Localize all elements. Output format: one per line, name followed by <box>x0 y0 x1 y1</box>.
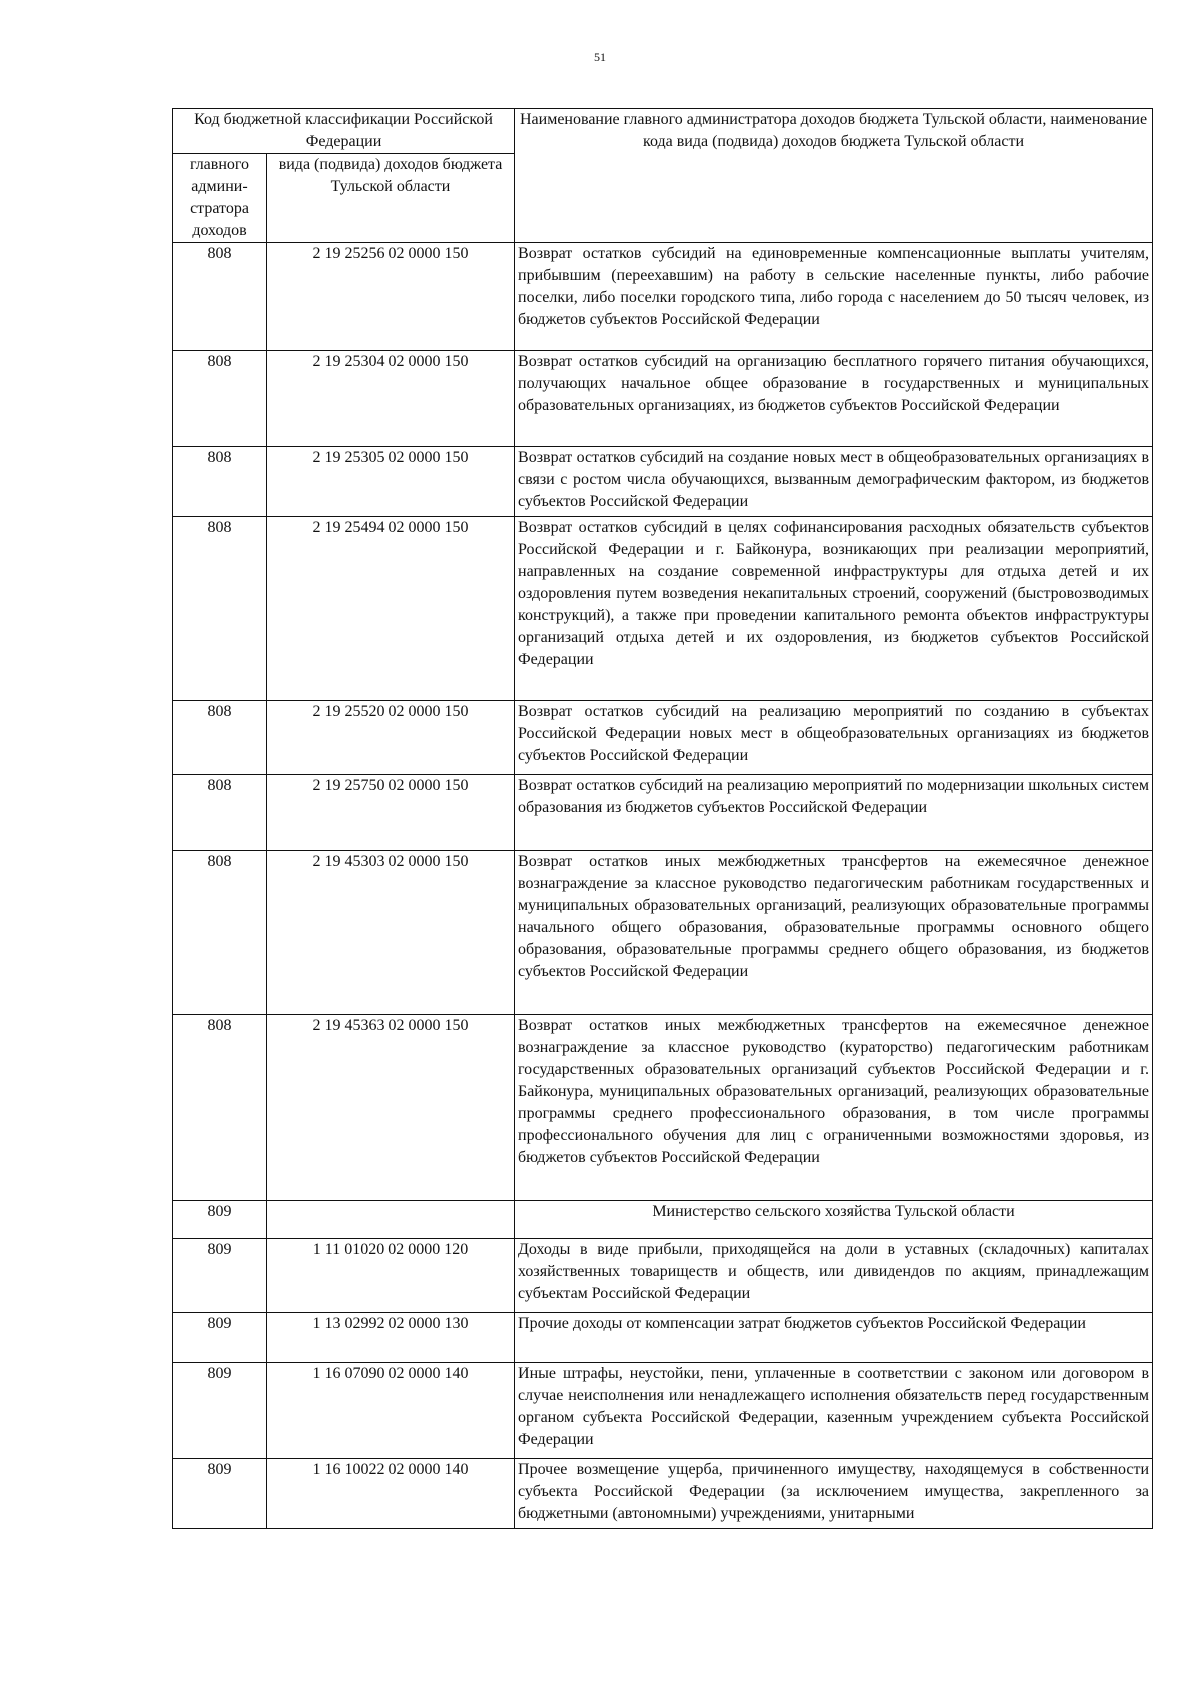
table-row <box>173 1459 1153 1529</box>
table-row <box>173 1239 1153 1313</box>
income-code-cell: 1 16 07090 02 0000 140 <box>267 1363 515 1459</box>
admin-code-cell: 809 <box>173 1239 267 1313</box>
admin-code-cell: 808 <box>173 243 267 351</box>
administrator-name-cell: Министерство сельского хозяйства Тульской области <box>515 1201 1153 1239</box>
income-code-cell: 1 16 10022 02 0000 140 <box>267 1459 515 1529</box>
admin-code-cell: 809 <box>173 1201 267 1239</box>
income-code-cell: 2 19 45363 02 0000 150 <box>267 1015 515 1201</box>
income-code-cell: 2 19 45303 02 0000 150 <box>267 851 515 1015</box>
description-cell: Возврат остатков субсидий на реализацию мероприятий по созданию в субъектах Российской Федерации новых мест в общеобразовательных организациях из бюджетов субъектов Российской Федерации <box>515 701 1153 775</box>
table-row <box>173 851 1153 1015</box>
admin-code-cell: 809 <box>173 1459 267 1529</box>
admin-code-cell: 808 <box>173 517 267 701</box>
description-text-truncated: Прочее возмещение ущерба, причиненного имуществу, находящемуся в собственности субъекта Российской Федерации (за исключением имущества, закрепленного за бюджетными (автономными) учреждениями, унитарными <box>518 1461 1150 1522</box>
income-code-cell <box>267 1201 515 1239</box>
description-cell: Возврат остатков субсидий на реализацию мероприятий по модернизации школьных систем образования из бюджетов субъектов Российской Федерации <box>515 775 1153 851</box>
income-code-cell: 2 19 25520 02 0000 150 <box>267 701 515 775</box>
section-header-row <box>173 1201 1153 1239</box>
table-row <box>173 1363 1153 1459</box>
description-cell: Возврат остатков иных межбюджетных трансфертов на ежемесячное денежное вознаграждение за классное руководство (кураторство) педагогическим работникам государственных образовательных организаций субъектов Российской Федерации и г. Байконура, муниципальных образовательных организаций, реализующих образовательные программы среднего профессионального образования, в том числе программы профессионального обучения для лиц с ограниченными возможностями здоровья, из бюджетов субъектов Российской Федерации <box>515 1015 1153 1201</box>
admin-code-cell: 808 <box>173 775 267 851</box>
header-income-type-code: вида (подвида) доходов бюджета Тульской области <box>267 154 515 243</box>
table-row <box>173 1313 1153 1363</box>
income-code-cell: 2 19 25750 02 0000 150 <box>267 775 515 851</box>
income-code-cell: 1 13 02992 02 0000 130 <box>267 1313 515 1363</box>
header-classification-code: Код бюджетной классификации Российской Федерации <box>173 109 515 154</box>
description-cell: Возврат остатков иных межбюджетных трансфертов на ежемесячное денежное вознаграждение за классное руководство педагогическим работникам государственных и муниципальных образовательных организаций, реализующих образовательные программы начального общего образования, образовательные программы основного общего образования, образовательные программы среднего общего образования, из бюджетов субъектов Российской Федерации <box>515 851 1153 1015</box>
admin-code-cell: 808 <box>173 1015 267 1201</box>
admin-code-cell: 808 <box>173 351 267 447</box>
description-cell: Прочие доходы от компенсации затрат бюджетов субъектов Российской Федерации <box>515 1313 1153 1363</box>
admin-code-cell: 808 <box>173 447 267 517</box>
admin-code-cell: 809 <box>173 1313 267 1363</box>
description-cell: Возврат остатков субсидий в целях софинансирования расходных обязательств субъектов Российской Федерации и г. Байконура, возникающих при реализации мероприятий, направленных на создание современной инфраструктуры для отдыха детей и их оздоровления путем возведения некапитальных строений, сооружений (быстровозводимых конструкций), а также при проведении капитального ремонта объектов инфраструктуры организаций отдыха детей и их оздоровления, из бюджетов субъектов Российской Федерации <box>515 517 1153 701</box>
income-code-cell: 2 19 25256 02 0000 150 <box>267 243 515 351</box>
admin-code-cell: 808 <box>173 701 267 775</box>
table-row <box>173 517 1153 701</box>
income-code-cell: 2 19 25494 02 0000 150 <box>267 517 515 701</box>
table-row <box>173 701 1153 775</box>
header-name: Наименование главного администратора доходов бюджета Тульской области, наименование кода вида (подвида) доходов бюджета Тульской области <box>515 109 1153 243</box>
table-row <box>173 1015 1153 1201</box>
income-code-cell: 1 11 01020 02 0000 120 <box>267 1239 515 1313</box>
description-cell: Доходы в виде прибыли, приходящейся на доли в уставных (складочных) капиталах хозяйственных товариществ и обществ, или дивидендов по акциям, принадлежащим субъектам Российской Федерации <box>515 1239 1153 1313</box>
description-cell: Возврат остатков субсидий на организацию бесплатного горячего питания обучающихся, получающих начальное общее образование в государственных и муниципальных образовательных организациях, из бюджетов субъектов Российской Федерации <box>515 351 1153 447</box>
page-number: 51 <box>594 50 606 64</box>
income-code-cell: 2 19 25305 02 0000 150 <box>267 447 515 517</box>
table-row <box>173 351 1153 447</box>
description-cell: Возврат остатков субсидий на создание новых мест в общеобразовательных организациях в связи с ростом числа обучающихся, вызванным демографическим фактором, из бюджетов субъектов Российской Федерации <box>515 447 1153 517</box>
admin-code-cell: 809 <box>173 1363 267 1459</box>
table-row <box>173 447 1153 517</box>
header-admin-code: главного админи-стратора доходов <box>173 154 267 243</box>
table-row <box>173 243 1153 351</box>
description-cell: Иные штрафы, неустойки, пени, уплаченные в соответствии с законом или договором в случае неисполнения или ненадлежащего исполнения обязательств перед государственным органом субъекта Российской Федерации, казенным учреждением субъекта Российской Федерации <box>515 1363 1153 1459</box>
income-code-cell: 2 19 25304 02 0000 150 <box>267 351 515 447</box>
description-cell <box>515 1459 1153 1529</box>
table-row <box>173 775 1153 851</box>
admin-code-cell: 808 <box>173 851 267 1015</box>
description-cell: Возврат остатков субсидий на единовременные компенсационные выплаты учителям, прибывшим (переехавшим) на работу в сельские населенные пункты, либо рабочие поселки, либо поселки городского типа, либо города с населением до 50 тысяч человек, из бюджетов субъектов Российской Федерации <box>515 243 1153 351</box>
income-codes-table <box>172 108 1153 1529</box>
